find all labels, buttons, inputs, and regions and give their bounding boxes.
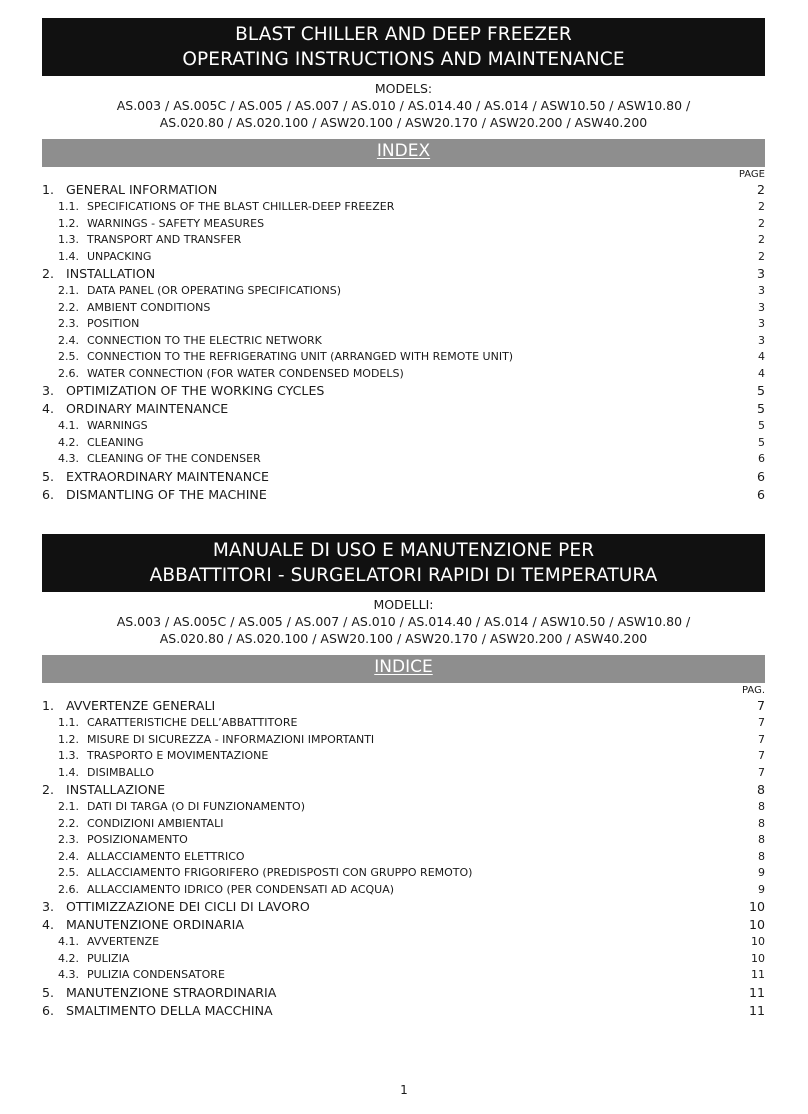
- toc-entry-page: 2: [758, 233, 765, 246]
- toc-entry[interactable]: [42, 715, 765, 732]
- toc-entry-page: 11: [751, 968, 765, 981]
- toc-entry-title: AMBIENT CONDITIONS: [87, 300, 211, 314]
- english-index-label: INDEX: [376, 141, 431, 161]
- toc-entry-number: 4.3.: [58, 452, 79, 465]
- italian-title-line2: ABBATTITORI - SURGELATORI RAPIDI DI TEMPERATURA: [149, 565, 658, 586]
- toc-entry-number: 4.3.: [58, 968, 79, 981]
- toc-entry[interactable]: [42, 216, 765, 233]
- toc-entry-title: WARNINGS: [87, 419, 148, 432]
- toc-entry[interactable]: [42, 748, 765, 765]
- toc-entry-number: 5.: [42, 984, 55, 1000]
- toc-entry[interactable]: [42, 697, 765, 715]
- toc-entry-page: 3: [756, 266, 765, 281]
- toc-entry-title: ALLACCIAMENTO FRIGORIFERO (PREDISPOSTI CON GRUPPO REMOTO): [87, 866, 473, 879]
- toc-entry-number: 4.: [42, 401, 55, 416]
- toc-entry-page: 3: [758, 300, 765, 314]
- toc-entry-page: 5: [756, 383, 765, 398]
- toc-entry-number: 2.4.: [58, 849, 79, 863]
- toc-entry-number: 2.3.: [58, 317, 79, 330]
- toc-entry-number: 3.: [42, 383, 55, 398]
- toc-entry-title: AVVERTENZE: [87, 935, 160, 948]
- toc-entry-title: CLEANING: [87, 435, 144, 449]
- toc-entry-title: PULIZIA: [87, 951, 130, 965]
- toc-entry[interactable]: [42, 781, 765, 799]
- toc-entry[interactable]: [42, 1002, 765, 1020]
- toc-entry[interactable]: [42, 366, 765, 383]
- toc-entry-title: CLEANING OF THE CONDENSER: [87, 452, 261, 465]
- toc-entry[interactable]: [42, 468, 765, 486]
- toc-entry-page: 5: [758, 435, 765, 449]
- toc-entry[interactable]: [42, 181, 765, 199]
- toc-entry-page: 11: [748, 1002, 765, 1018]
- toc-entry[interactable]: [42, 832, 765, 849]
- toc-entry-page: 7: [756, 698, 765, 713]
- toc-entry-number: 4.1.: [58, 935, 79, 948]
- toc-entry-page: 4: [758, 350, 765, 363]
- toc-entry-title: UNPACKING: [87, 249, 152, 263]
- toc-entry[interactable]: [42, 349, 765, 366]
- toc-entry-page: 7: [758, 765, 765, 779]
- toc-entry[interactable]: [42, 249, 765, 266]
- toc-entry-page: 3: [758, 333, 765, 347]
- toc-entry-number: 4.1.: [58, 419, 79, 432]
- toc-entry-page: 2: [758, 249, 765, 263]
- toc-entry-number: 4.: [42, 917, 55, 932]
- toc-entry[interactable]: [42, 283, 765, 300]
- toc-entry-number: 1.1.: [58, 200, 79, 213]
- toc-entry[interactable]: [42, 232, 765, 249]
- toc-entry[interactable]: [42, 951, 765, 968]
- toc-entry-number: 4.2.: [58, 951, 79, 965]
- toc-entry[interactable]: [42, 765, 765, 782]
- toc-entry-title: MANUTENZIONE ORDINARIA: [66, 917, 245, 932]
- toc-entry-title: DISIMBALLO: [87, 765, 155, 779]
- english-models-line1: AS.003 / AS.005C / AS.005 / AS.007 / AS.010 / AS.014.40 / AS.014 / ASW10.50 / ASW10.80 /: [116, 98, 691, 113]
- toc-entry[interactable]: [42, 898, 765, 916]
- toc-entry-title: CONDIZIONI AMBIENTALI: [87, 816, 224, 830]
- toc-entry-title: DATA PANEL (OR OPERATING SPECIFICATIONS): [87, 284, 342, 297]
- toc-entry[interactable]: [42, 418, 765, 435]
- toc-entry[interactable]: [42, 865, 765, 882]
- toc-entry-page: 5: [756, 401, 765, 416]
- italian-page-label: PAG.: [742, 685, 765, 696]
- italian-section: [42, 534, 765, 1020]
- english-title-bar: [42, 18, 765, 76]
- english-title-line2: OPERATING INSTRUCTIONS AND MAINTENANCE: [182, 49, 625, 70]
- toc-entry-number: 2.2.: [58, 300, 79, 314]
- toc-entry-title: TRASPORTO E MOVIMENTAZIONE: [87, 749, 269, 762]
- toc-entry-title: MANUTENZIONE STRAORDINARIA: [66, 984, 277, 1000]
- english-toc: [42, 181, 765, 504]
- english-section: [42, 18, 765, 504]
- italian-title-bar: [42, 534, 765, 592]
- toc-entry-page: 10: [748, 899, 765, 914]
- toc-entry-title: ALLACCIAMENTO IDRICO (PER CONDENSATI AD ACQUA): [87, 882, 395, 896]
- toc-entry-page: 2: [758, 200, 765, 213]
- toc-entry-title: GENERAL INFORMATION: [66, 182, 218, 197]
- toc-entry-title: ORDINARY MAINTENANCE: [66, 401, 229, 416]
- toc-entry-number: 2.4.: [58, 333, 79, 347]
- toc-entry[interactable]: [42, 333, 765, 350]
- toc-entry-title: OTTIMIZZAZIONE DEI CICLI DI LAVORO: [66, 899, 310, 914]
- toc-entry-title: INSTALLAZIONE: [66, 782, 166, 797]
- toc-entry-page: 2: [758, 216, 765, 230]
- toc-entry[interactable]: [42, 435, 765, 452]
- toc-entry-title: SPECIFICATIONS OF THE BLAST CHILLER-DEEP FREEZER: [87, 200, 395, 213]
- toc-entry-number: 6.: [42, 1002, 55, 1018]
- toc-entry-number: 1.4.: [58, 249, 79, 263]
- toc-entry-page: 6: [756, 486, 765, 502]
- toc-entry-title: AVVERTENZE GENERALI: [66, 698, 216, 713]
- toc-entry-number: 2.1.: [58, 800, 79, 813]
- toc-entry[interactable]: [42, 265, 765, 283]
- toc-entry-page: 10: [751, 951, 765, 965]
- toc-entry-page: 6: [756, 468, 765, 484]
- toc-entry-page: 3: [758, 284, 765, 297]
- toc-entry-title: WARNINGS - SAFETY MEASURES: [87, 216, 265, 230]
- toc-entry-number: 1.2.: [58, 732, 79, 746]
- toc-entry-title: OPTIMIZATION OF THE WORKING CYCLES: [66, 383, 325, 398]
- toc-entry-title: POSITION: [87, 317, 140, 330]
- italian-models-label: MODELLI:: [373, 597, 434, 612]
- toc-entry-title: TRANSPORT AND TRANSFER: [87, 233, 242, 246]
- toc-entry-number: 2.6.: [58, 882, 79, 896]
- page-number: 1: [400, 1083, 408, 1097]
- toc-entry-page: 4: [758, 366, 765, 380]
- toc-entry[interactable]: [42, 486, 765, 504]
- toc-entry[interactable]: [42, 916, 765, 934]
- english-models-line2: AS.020.80 / AS.020.100 / ASW20.100 / ASW20.170 / ASW20.200 / ASW40.200: [159, 115, 648, 130]
- toc-entry-number: 2.3.: [58, 833, 79, 846]
- toc-entry-page: 7: [758, 749, 765, 762]
- italian-index-bar: [42, 655, 765, 683]
- toc-entry-number: 1.4.: [58, 765, 79, 779]
- toc-entry-number: 2.: [42, 782, 55, 797]
- toc-entry-title: INSTALLATION: [66, 266, 156, 281]
- toc-entry-title: PULIZIA CONDENSATORE: [87, 968, 225, 981]
- toc-entry-number: 2.2.: [58, 816, 79, 830]
- toc-entry-page: 8: [756, 782, 765, 797]
- toc-entry[interactable]: [42, 799, 765, 816]
- toc-entry-title: MISURE DI SICUREZZA - INFORMAZIONI IMPORTANTI: [87, 732, 375, 746]
- italian-models-line2: AS.020.80 / AS.020.100 / ASW20.100 / ASW20.170 / ASW20.200 / ASW40.200: [159, 631, 648, 646]
- english-index-bar: [42, 139, 765, 167]
- toc-entry-page: 2: [756, 182, 765, 197]
- toc-entry-page: 5: [758, 419, 765, 432]
- toc-entry[interactable]: [42, 882, 765, 899]
- toc-entry-page: 6: [758, 452, 765, 465]
- toc-entry-number: 2.1.: [58, 284, 79, 297]
- toc-entry-title: CONNECTION TO THE ELECTRIC NETWORK: [87, 333, 322, 347]
- italian-title-line1: MANUALE DI USO E MANUTENZIONE PER: [212, 540, 595, 561]
- toc-entry-page: 10: [751, 935, 765, 948]
- italian-toc: [42, 697, 765, 1020]
- toc-entry[interactable]: [42, 382, 765, 400]
- toc-entry-page: 9: [758, 866, 765, 879]
- toc-entry-number: 1.2.: [58, 216, 79, 230]
- toc-entry-title: DISMANTLING OF THE MACHINE: [66, 486, 267, 502]
- toc-entry-number: 2.5.: [58, 350, 79, 363]
- toc-entry-number: 2.5.: [58, 866, 79, 879]
- toc-entry-title: CONNECTION TO THE REFRIGERATING UNIT (ARRANGED WITH REMOTE UNIT): [87, 350, 514, 363]
- italian-index-label: INDICE: [374, 657, 433, 677]
- toc-entry-title: DATI DI TARGA (O DI FUNZIONAMENTO): [87, 800, 305, 813]
- toc-entry[interactable]: [42, 451, 765, 468]
- toc-entry-number: 2.6.: [58, 366, 79, 380]
- toc-entry-number: 3.: [42, 899, 55, 914]
- english-models-label: MODELS:: [374, 81, 433, 96]
- toc-entry-page: 8: [758, 800, 765, 813]
- toc-entry[interactable]: [42, 400, 765, 418]
- toc-entry-page: 7: [758, 716, 765, 729]
- toc-entry[interactable]: [42, 816, 765, 833]
- toc-entry[interactable]: [42, 316, 765, 333]
- italian-models-line1: AS.003 / AS.005C / AS.005 / AS.007 / AS.010 / AS.014.40 / AS.014 / ASW10.50 / ASW10.80 /: [116, 614, 691, 629]
- toc-entry-page: 10: [748, 917, 765, 932]
- english-page-label: PAGE: [738, 169, 765, 180]
- toc-entry-page: 3: [758, 317, 765, 330]
- toc-entry-number: 6.: [42, 486, 55, 502]
- toc-entry-page: 7: [758, 732, 765, 746]
- toc-entry-number: 1.1.: [58, 716, 79, 729]
- toc-entry-title: CARATTERISTICHE DELL’ABBATTITORE: [87, 716, 298, 729]
- toc-entry-title: POSIZIONAMENTO: [87, 833, 188, 846]
- toc-entry[interactable]: [42, 199, 765, 216]
- toc-entry-page: 11: [748, 984, 765, 1000]
- toc-entry[interactable]: [42, 984, 765, 1002]
- toc-entry-page: 8: [758, 816, 765, 830]
- toc-entry-title: ALLACCIAMENTO ELETTRICO: [87, 849, 245, 863]
- toc-entry[interactable]: [42, 732, 765, 749]
- toc-entry-title: WATER CONNECTION (FOR WATER CONDENSED MODELS): [87, 366, 404, 380]
- toc-entry-number: 1.3.: [58, 233, 79, 246]
- toc-entry-title: SMALTIMENTO DELLA MACCHINA: [66, 1002, 273, 1018]
- toc-entry-page: 8: [758, 849, 765, 863]
- toc-entry[interactable]: [42, 967, 765, 984]
- toc-entry-number: 1.: [42, 698, 55, 713]
- toc-entry-number: 2.: [42, 266, 55, 281]
- toc-entry-page: 9: [758, 882, 765, 896]
- toc-entry-number: 4.2.: [58, 435, 79, 449]
- toc-entry-number: 1.: [42, 182, 55, 197]
- toc-entry[interactable]: [42, 300, 765, 317]
- toc-entry-page: 8: [758, 833, 765, 846]
- toc-entry-number: 5.: [42, 468, 55, 484]
- toc-entry-number: 1.3.: [58, 749, 79, 762]
- toc-entry-title: EXTRAORDINARY MAINTENANCE: [66, 468, 269, 484]
- toc-entry[interactable]: [42, 849, 765, 866]
- toc-entry[interactable]: [42, 934, 765, 951]
- english-title-line1: BLAST CHILLER AND DEEP FREEZER: [235, 24, 572, 45]
